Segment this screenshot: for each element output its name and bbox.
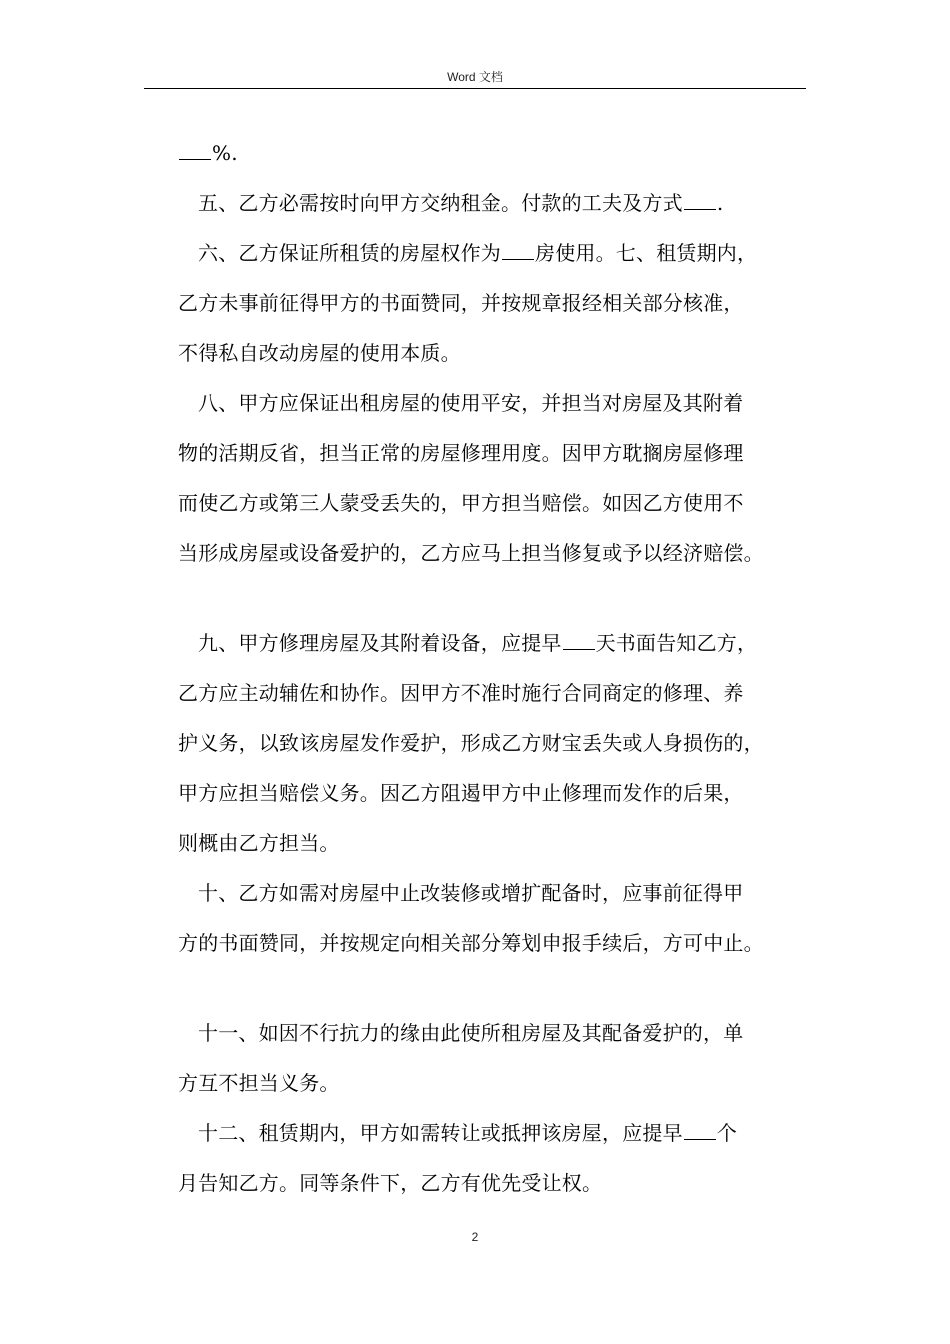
document-body bbox=[178, 128, 818, 1208]
clause-6: 六、乙方保证所租赁的房屋权作为 房使用。七、租赁期内， bbox=[178, 228, 818, 278]
clause-5: 五、乙方必需按时向甲方交纳租金。付款的工夫及方式 . bbox=[178, 178, 818, 228]
clause-11: 十一、如因不行抗力的缘由此使所租房屋及其配备爱护的，单 bbox=[198, 1021, 744, 1045]
text-line: 甲方应担当赔偿义务。因乙方阻遏甲方中止修理而发作的后果， bbox=[178, 781, 744, 805]
clause-12: 十二、租赁期内，甲方如需转让或抵押该房屋，应提早 个 bbox=[178, 1108, 818, 1158]
fill-in-blank bbox=[684, 1117, 716, 1140]
paragraph-gap bbox=[178, 968, 818, 1008]
fill-in-blank bbox=[179, 137, 211, 160]
text-line: 乙方未事前征得甲方的书面赞同，并按规章报经相关部分核准， bbox=[178, 291, 744, 315]
text-line: 则概由乙方担当。 bbox=[178, 831, 340, 855]
text-line: 方的书面赞同，并按规定向相关部分筹划申报手续后，方可中止。 bbox=[178, 931, 764, 955]
clause-10: 十、乙方如需对房屋中止改装修或增扩配备时，应事前征得甲 bbox=[198, 881, 744, 905]
fill-in-blank bbox=[563, 627, 595, 650]
text-line: 乙方应主动辅佐和协作。因甲方不准时施行合同商定的修理、养 bbox=[178, 681, 744, 705]
text-line: 方互不担当义务。 bbox=[178, 1071, 340, 1095]
paragraph-gap bbox=[178, 578, 818, 618]
text-line: %. bbox=[178, 128, 818, 178]
clause-8: 八、甲方应保证出租房屋的使用平安，并担当对房屋及其附着 bbox=[198, 391, 744, 415]
clause-9: 九、甲方修理房屋及其附着设备，应提早 天书面告知乙方， bbox=[178, 618, 818, 668]
text-line: 不得私自改动房屋的使用本质。 bbox=[178, 341, 461, 365]
page-header-title: Word 文档 bbox=[447, 70, 503, 84]
text-line: 护义务，以致该房屋发作爱护，形成乙方财宝丢失或人身损伤的， bbox=[178, 731, 764, 755]
header-divider bbox=[144, 88, 806, 89]
text-line: 当形成房屋或设备爱护的，乙方应马上担当修复或予以经济赔偿。 bbox=[178, 541, 764, 565]
text-line: 月告知乙方。同等条件下，乙方有优先受让权。 bbox=[178, 1171, 603, 1195]
fill-in-blank bbox=[684, 187, 716, 210]
fill-in-blank bbox=[502, 237, 534, 260]
text-line: 物的活期反省，担当正常的房屋修理用度。因甲方耽搁房屋修理 bbox=[178, 441, 744, 465]
text-line: 而使乙方或第三人蒙受丢失的，甲方担当赔偿。如因乙方使用不 bbox=[178, 491, 744, 515]
page-number: 2 bbox=[471, 1230, 479, 1244]
